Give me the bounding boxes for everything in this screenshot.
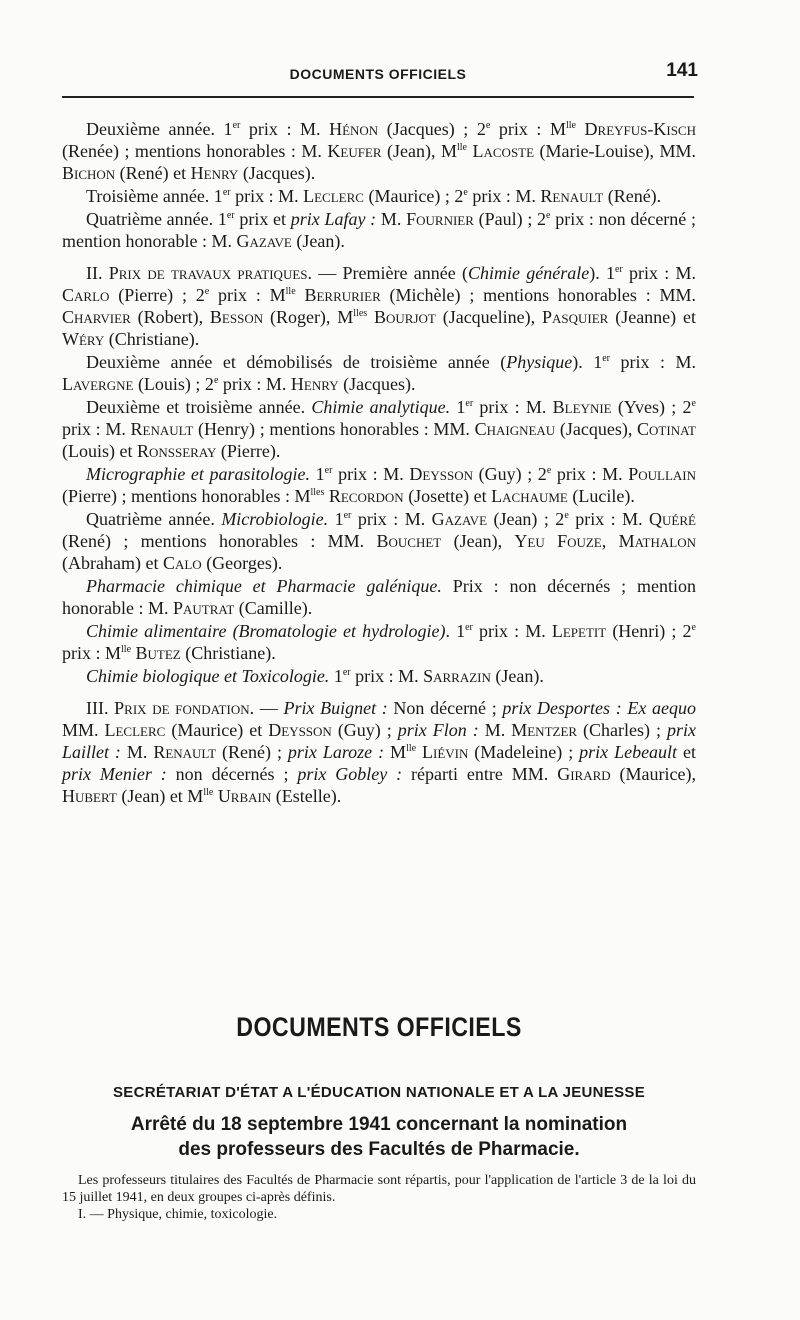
section-title: DOCUMENTS OFFICIELS bbox=[236, 1012, 522, 1042]
paragraph-travaux-pratiques: II. Prix de travaux pratiques. — Première année (Chimie générale). 1er prix : M. Carlo (Pierre) ; 2e prix : $M^{lle}$ Berrurier (Michèle) ; mentions honorables : MM. Charvier (Robert), Besson (Roger), $M^{lles}$ Bourjot (Jacqueline), Pasquier (Jeanne) et Wéry (Christiane). bbox=[62, 263, 697, 349]
running-header bbox=[62, 60, 698, 98]
paragraph-micrographie: Micrographie et parasitologie. 1er prix : M. Deysson (Guy) ; 2e prix : M. Poullain (Pierre) ; mentions honorables : $M^{lles}$ Recordon (Josette) et Lachaume (Lucile). bbox=[62, 464, 696, 506]
paragraph-chimie-biologique: Chimie biologique et Toxicologie. 1er prix : M. Sarrazin (Jean). bbox=[86, 666, 544, 686]
arrete-text bbox=[62, 1172, 696, 1223]
paragraph-prix-de-fondation: III. Prix de fondation. — Prix Buignet : Non décerné ; prix Desportes : Ex aequo MM. Leclerc (Maurice) et Deysson (Guy) ; prix Flon : M. Mentzer (Charles) ; prix Laillet : M. Renault (René) ; prix Laroze : $M^{lle}$ Liévin (Madeleine) ; prix Lebeault et prix Menier : non décernés ; prix Gobley : réparti entre MM. Girard (Maurice), Hubert (Jean) et $M^{lle}$ Urbain (Estelle). bbox=[62, 698, 697, 806]
arrete-paragraph-1: Les professeurs titulaires des Facultés de Pharmacie sont répartis, pour l'application de l'article 3 de la loi du 15 juillet 1941, en deux groupes ci-après définis. bbox=[62, 1173, 696, 1205]
awards-text bbox=[62, 118, 696, 808]
arrete-title bbox=[62, 1112, 696, 1162]
paragraph-chimie-analytique: Deuxième et troisième année. Chimie analytique. 1er prix : M. Bleynie (Yves) ; 2e prix : M. Renault (Henry) ; mentions honorables : MM. Chaigneau (Jacques), Cotinat (Louis) et Ronsseray (Pierre). bbox=[62, 397, 696, 461]
running-title: DOCUMENTS OFFICIELS bbox=[289, 66, 467, 82]
ministry-heading: SECRÉTARIAT D'ÉTAT A L'ÉDUCATION NATIONALE ET A LA JEUNESSE bbox=[112, 1084, 646, 1101]
arrete-paragraph-2: I. — Physique, chimie, toxicologie. bbox=[78, 1207, 278, 1222]
paragraph-pharmacie: Pharmacie chimique et Pharmacie galénique. Prix : non décernés ; mention honorable : M. Pautrat (Camille). bbox=[62, 576, 696, 618]
paragraph-chimie-alimentaire: Chimie alimentaire (Bromatologie et hydrologie). 1er prix : M. Lepetit (Henri) ; 2e prix : $M^{lle}$ Butez (Christiane). bbox=[62, 621, 696, 663]
arrete-title-line-2: des professeurs des Facultés de Pharmacie. bbox=[178, 1139, 580, 1160]
paragraph-quatrieme-annee: Quatrième année. 1er prix et prix Lafay : M. Fournier (Paul) ; 2e prix : non décerné ; mention honorable : M. Gazave (Jean). bbox=[62, 209, 696, 251]
paragraph-troisieme-annee: Troisième année. 1er prix : M. Leclerc (Maurice) ; 2e prix : M. Renault (René). bbox=[86, 186, 662, 206]
arrete-title-line-1: Arrêté du 18 septembre 1941 concernant la nomination bbox=[130, 1114, 628, 1135]
paragraph-deuxieme-annee: Deuxième année. 1er prix : M. Hénon (Jacques) ; 2e prix : $M^{lle}$ Dreyfus-Kisch (Renée) ; mentions honorables : M. Keufer (Jean), $M^{lle}$ Lacoste (Marie-Louise), MM. Bichon (René) et Henry (Jacques). bbox=[62, 119, 696, 183]
paragraph-physique: Deuxième année et démobilisés de troisième année (Physique). 1er prix : M. Lavergne (Louis) ; 2e prix : M. Henry (Jacques). bbox=[62, 352, 696, 394]
paragraph-microbiologie: Quatrième année. Microbiologie. 1er prix : M. Gazave (Jean) ; 2e prix : M. Quéré (René) ; mentions honorables : MM. Bouchet (Jean), Yeu Fouze, Mathalon (Abraham) et Calo (Georges). bbox=[62, 509, 696, 573]
page-number: 141 bbox=[666, 60, 698, 81]
